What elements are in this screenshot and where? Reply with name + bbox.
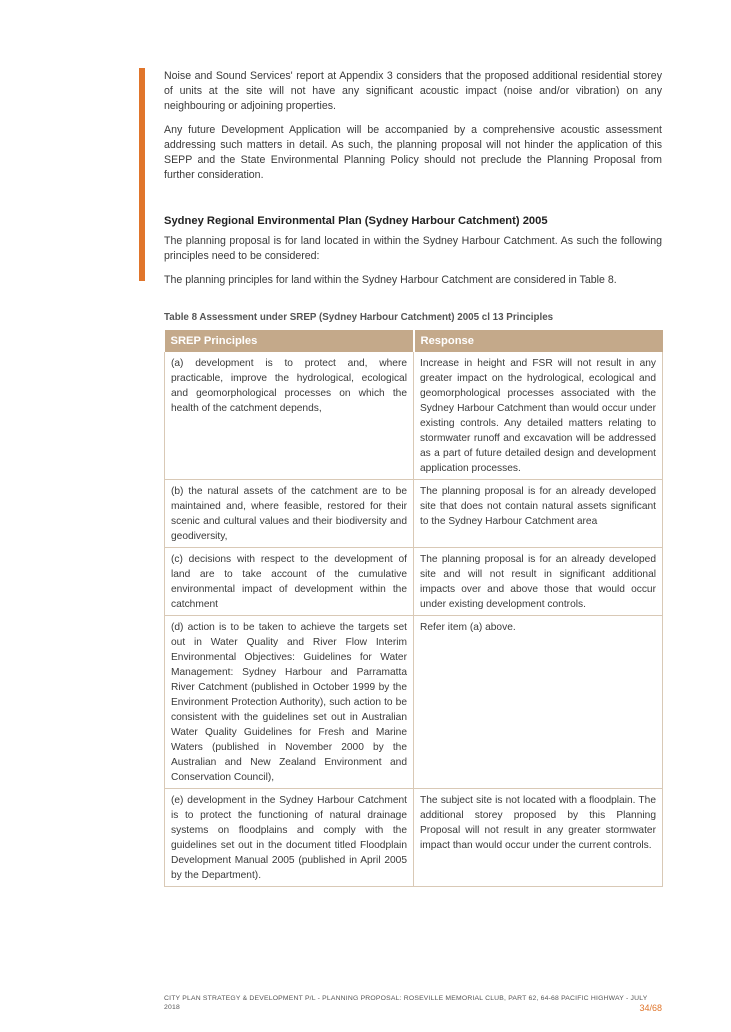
principle-cell: (b) the natural assets of the catchment are to be maintained and, where feasible, restored for their scenic and cultural values and their biodiversity and geodiversity, bbox=[165, 480, 414, 548]
response-cell: The planning proposal is for an already developed site and will not result in significant additional impacts over and above those that would occur under existing development controls. bbox=[414, 548, 663, 616]
section-paragraph-2: The planning principles for land within the Sydney Harbour Catchment are considered in Table 8. bbox=[164, 274, 617, 286]
response-cell: Increase in height and FSR will not result in any greater impact on the hydrological, ecological and geomorphological processes associated with the Sydney Harbour Catchment than would occur under existing controls. Any detailed matters relating to stormwater runoff and excavation will be addressed as a part of future detailed design and development application processes. bbox=[414, 352, 663, 480]
section-heading: Sydney Regional Environmental Plan (Sydney Harbour Catchment) 2005 bbox=[164, 215, 548, 227]
table-row bbox=[165, 480, 663, 548]
table-row bbox=[165, 616, 663, 789]
principle-cell: (a) development is to protect and, where practicable, improve the hydrological, ecological and geomorphological processes on which the health of the catchment depends, bbox=[165, 352, 414, 480]
intro-paragraph-2: Any future Development Application will be accompanied by a comprehensive acoustic assessment addressing such matters in detail. As such, the planning proposal will not hinder the application of this SEPP and the State Environmental Planning Policy should not preclude the Planning Proposal from further consideration. bbox=[164, 124, 662, 181]
principle-cell: (d) action is to be taken to achieve the targets set out in Water Quality and River Flow Interim Environmental Objectives: Guidelines for Water Management: Sydney Harbour and Parramatta River Catchment (published in October 1999 by the Environment Protection Authority), such action to be consistent with the guidelines set out in Australian Water Quality Guidelines for Fresh and Marine Waters (published in November 2000 by the Australian and New Zealand Environment and Conservation Council), bbox=[165, 616, 414, 789]
accent-side-bar bbox=[139, 68, 145, 281]
section-paragraph-1: The planning proposal is for land located in within the Sydney Harbour Catchment. As such the following principles need to be considered: bbox=[164, 235, 662, 262]
page-footer: CITY PLAN STRATEGY & DEVELOPMENT P/L - PLANNING PROPOSAL: ROSEVILLE MEMORIAL CLUB, PART 62, 64-68 PACIFIC HIGHWAY - JULY 2018 bbox=[164, 995, 648, 1011]
response-cell: The planning proposal is for an already developed site that does not contain natural assets significant to the Sydney Harbour Catchment area bbox=[414, 480, 663, 548]
principle-cell: (e) development in the Sydney Harbour Catchment is to protect the functioning of natural drainage systems on floodplains and comply with the guidelines set out in the document titled Floodplain Development Manual 2005 (published in April 2005 by the Department). bbox=[165, 789, 414, 887]
column-header-principles: SREP Principles bbox=[165, 330, 414, 352]
page-number: 34/68 bbox=[639, 1003, 662, 1013]
page-content bbox=[164, 69, 662, 887]
column-header-response: Response bbox=[414, 330, 663, 352]
table-row bbox=[165, 352, 663, 480]
intro-paragraph-1: Noise and Sound Services' report at Appendix 3 considers that the proposed additional residential storey of units at the site will not have any significant acoustic impact (noise and/or vibration) on any neighbouring or adjoining properties. bbox=[164, 70, 662, 112]
principle-cell: (c) decisions with respect to the development of land are to take account of the cumulative environmental impact of development within the catchment bbox=[165, 548, 414, 616]
response-cell: Refer item (a) above. bbox=[414, 616, 663, 789]
table-row bbox=[165, 789, 663, 887]
table-row bbox=[165, 548, 663, 616]
table-header-row bbox=[165, 330, 663, 352]
table-caption: Table 8 Assessment under SREP (Sydney Harbour Catchment) 2005 cl 13 Principles bbox=[164, 312, 554, 323]
srep-table bbox=[164, 330, 663, 887]
response-cell: The subject site is not located with a floodplain. The additional storey proposed by this Planning Proposal will not result in any greater stormwater impact than would occur under the current controls. bbox=[414, 789, 663, 887]
